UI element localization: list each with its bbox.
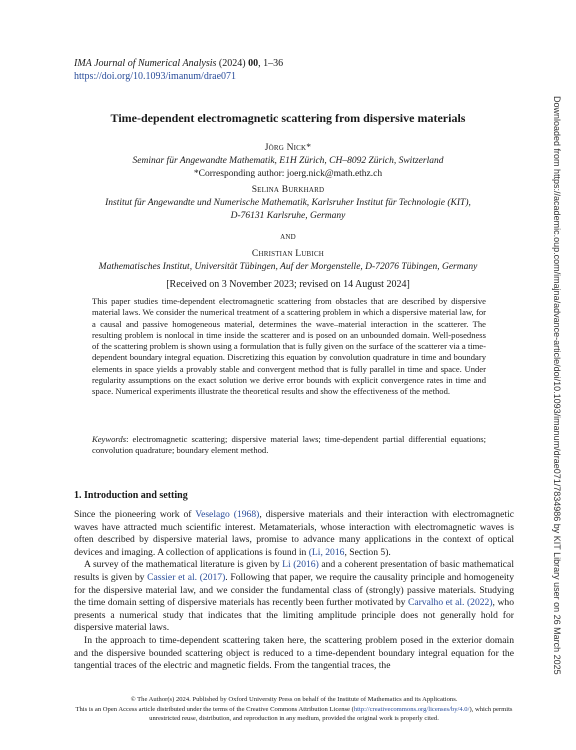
keywords-label: Keywords [92, 434, 127, 444]
journal-year: (2024) [216, 58, 249, 69]
keywords-text: : electromagnetic scattering; dispersive material laws; time-dependent partial differential equations; convolution quadrature; boundary element method. [92, 434, 486, 456]
download-notice: Downloaded from https://academic.oup.com/imajna/advance-article/doi/10.1093/imanum/drae071/7834986 by KIT Library user on 26 March 2025 [552, 96, 562, 675]
section-heading: 1. Introduction and setting [74, 490, 188, 501]
author-affiliation-line1: Institut für Angewandte und Numerische Mathematik, Karlsruher Institut für Technologie (KIT), [105, 198, 471, 208]
abstract: This paper studies time-dependent electromagnetic scattering from obstacles that are described by dispersive material laws. We consider the numerical treatment of a scattering problem in which a dispersive material law, for a causal and passive homogeneous material, determines the wave–material interaction in the scatterer. The resulting problem is nonlocal in time inside the scatterer and is posed on an unbounded domain. Well-posedness of the scattering problem is shown using a formulation that is fully given on the surface of the scatterer via a time-dependent boundary integral equation. Discretizing this equation by convolution quadrature in time and boundary elements in space yields a provably stable and convergent method that is fully parallel in time and space. Under regularity assumptions on the exact solution we derive error bounds with explicit convergence rates in time and space. Numerical experiments illustrate the theoretical results and show the effectiveness of the method. [92, 296, 486, 397]
journal-citation [74, 57, 283, 70]
author-name: Jörg Nick* [264, 143, 312, 153]
paragraph-1 [74, 509, 514, 559]
paragraph-3: In the approach to time-dependent scattering taken here, the scattering problem posed in the exterior domain and the dispersive bounded scattering object is reduced to a time-dependent boundary integral equation for the tangential traces of the electric and magnetic fields. From the tangential traces, the [74, 634, 514, 672]
doi-link[interactable]: https://doi.org/10.1093/imanum/drae071 [74, 71, 237, 82]
text-run: A survey of the mathematical literature is given by [84, 559, 283, 571]
journal-name: IMA Journal of Numerical Analysis [74, 58, 217, 69]
received-dates: [Received on 3 November 2023; revised on 14 August 2024] [166, 279, 410, 290]
citation-link[interactable]: Carvalho et al. (2022) [407, 597, 493, 609]
author-affiliation: Mathematisches Institut, Universität Tübingen, Auf der Morgenstelle, D-72076 Tübingen, Germany [98, 262, 478, 272]
paper-title: Time-dependent electromagnetic scattering from dispersive materials [110, 111, 466, 125]
copyright-line: © The Author(s) 2024. Published by Oxford University Press on behalf of the Institute of Mathematics and its Applications. [130, 696, 458, 703]
text-run: Since the pioneering work of [74, 509, 196, 520]
text-run: , Section 5). [344, 546, 391, 558]
and-separator: and [280, 232, 296, 242]
journal-pages: , 1–36 [258, 58, 284, 69]
text-run: and a coherent presentation of basic mathematical results is given by [74, 559, 514, 583]
citation-link[interactable]: Cassier et al. (2017) [147, 571, 226, 583]
license-link[interactable]: http://creativecommons.org/licenses/by/4.0/ [353, 705, 470, 713]
body-text [74, 509, 514, 673]
author-affiliation-line2: D-76131 Karlsruhe, Germany [230, 211, 346, 221]
license-line [70, 705, 518, 724]
author-block-3 [56, 248, 520, 274]
author-name: Christian Lubich [251, 249, 325, 259]
journal-volume: 00 [248, 58, 259, 69]
author-affiliation: Seminar für Angewandte Mathematik, E1H Zürich, CH–8092 Zürich, Switzerland [132, 156, 444, 166]
citation-link[interactable]: Veselago (1968) [195, 509, 260, 520]
author-block-1 [56, 142, 520, 181]
download-side-note [552, 96, 562, 686]
author-name: Selina Burkhard [251, 185, 325, 195]
copyright-footer [70, 695, 518, 724]
text-run: . Following that paper, we require the causality principle and homogeneity for the dispersive material law, and we consider the fundamental class of (strongly) passive materials. Studying the time domain setting of dispersive materials has recently been further motivated by [74, 571, 515, 609]
text-run: , who presents a numerical study that indicates that the limiting amplitude principle does not generally hold for dispersive material laws. [74, 597, 514, 634]
text-run: , dispersive materials and their interaction with electromagnetic waves have attracted much scientific interest. Metamaterials, whose interaction with electromagnetic waves is often described by dispersive material laws, promise to advance many applications in the context of optical devices and imaging. A collection of applications is found in [74, 509, 515, 558]
corresponding-note: *Corresponding author: joerg.nick@math.ethz.ch [193, 169, 383, 179]
citation-link[interactable]: Li (2016) [282, 559, 319, 571]
keywords [92, 434, 486, 457]
journal-header [74, 57, 283, 83]
text-run: ), which permits unrestricted reuse, distribution, and reproduction in any medium, provided the original work is properly cited. [149, 705, 513, 722]
citation-link[interactable]: (Li, 2016 [308, 546, 345, 558]
text-run: This is an Open Access article distributed under the terms of the Creative Commons Attribution License ( [75, 705, 354, 713]
paragraph-2 [74, 559, 514, 635]
author-block-2 [56, 184, 520, 223]
